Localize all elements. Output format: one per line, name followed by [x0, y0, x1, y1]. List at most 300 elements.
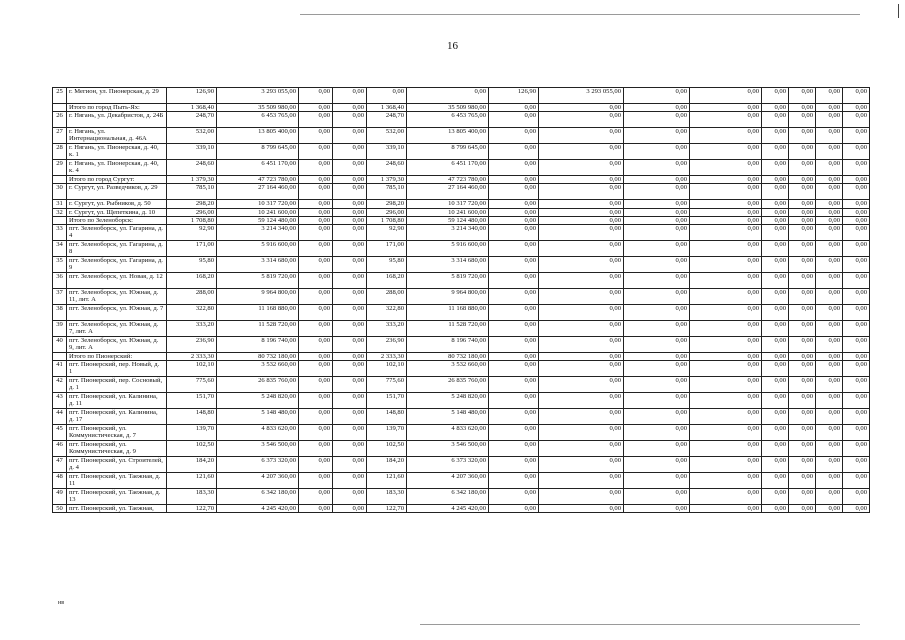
- value-cell: 0,00: [624, 144, 690, 160]
- value-cell: 35 509 980,00: [407, 104, 489, 112]
- value-cell: 0,00: [299, 337, 333, 353]
- value-cell: 0,00: [539, 104, 624, 112]
- value-cell: 0,00: [843, 473, 870, 489]
- value-cell: 0,00: [333, 88, 367, 104]
- value-cell: 27 164 460,00: [407, 184, 489, 200]
- value-cell: 148,80: [367, 409, 407, 425]
- value-cell: 3 532 660,00: [407, 361, 489, 377]
- value-cell: 11 528 720,00: [217, 321, 299, 337]
- subtotal-row: [53, 104, 870, 112]
- row-number-cell: 42: [53, 377, 67, 393]
- value-cell: 0,00: [539, 409, 624, 425]
- table-row: [53, 393, 870, 409]
- value-cell: 0,00: [539, 216, 624, 224]
- value-cell: 0,00: [789, 216, 816, 224]
- value-cell: 0,00: [407, 88, 489, 104]
- value-cell: 26 835 760,00: [407, 377, 489, 393]
- value-cell: 0,00: [299, 128, 333, 144]
- value-cell: 0,00: [762, 489, 789, 505]
- value-cell: 0,00: [816, 184, 843, 200]
- row-number-cell: 38: [53, 305, 67, 321]
- address-cell: г. Нягань, ул. Декабристов, д. 24Б: [67, 112, 167, 128]
- value-cell: 3 293 055,00: [217, 88, 299, 104]
- value-cell: 0,00: [789, 184, 816, 200]
- value-cell: 0,00: [333, 321, 367, 337]
- value-cell: 288,00: [167, 289, 217, 305]
- value-cell: 0,00: [299, 273, 333, 289]
- table-row: [53, 337, 870, 353]
- row-number-cell: 37: [53, 289, 67, 305]
- value-cell: 0,00: [762, 104, 789, 112]
- row-number-cell: 39: [53, 321, 67, 337]
- value-cell: 0,00: [539, 353, 624, 361]
- value-cell: 0,00: [489, 112, 539, 128]
- value-cell: 0,00: [489, 257, 539, 273]
- value-cell: 0,00: [624, 457, 690, 473]
- table-row: [53, 489, 870, 505]
- row-number-cell: 41: [53, 361, 67, 377]
- value-cell: 0,00: [762, 361, 789, 377]
- value-cell: 0,00: [690, 457, 762, 473]
- value-cell: 0,00: [762, 184, 789, 200]
- value-cell: 0,00: [489, 321, 539, 337]
- address-cell: г. Мегион, ул. Пионерская, д. 29: [67, 88, 167, 104]
- value-cell: 0,00: [816, 257, 843, 273]
- value-cell: 47 723 780,00: [407, 176, 489, 184]
- value-cell: 0,00: [690, 425, 762, 441]
- value-cell: 0,00: [489, 273, 539, 289]
- value-cell: 0,00: [789, 505, 816, 513]
- table-row: [53, 289, 870, 305]
- value-cell: 5 916 600,00: [407, 241, 489, 257]
- row-number-cell: 31: [53, 200, 67, 208]
- value-cell: 0,00: [299, 289, 333, 305]
- value-cell: 0,00: [690, 225, 762, 241]
- value-cell: 0,00: [539, 441, 624, 457]
- value-cell: 0,00: [299, 88, 333, 104]
- address-cell: пгт. Зеленоборск, ул. Гагарина, д. 4: [67, 225, 167, 241]
- value-cell: 0,00: [762, 393, 789, 409]
- value-cell: 0,00: [816, 273, 843, 289]
- value-cell: 0,00: [299, 208, 333, 216]
- value-cell: 3 314 680,00: [217, 257, 299, 273]
- value-cell: 339,10: [367, 144, 407, 160]
- value-cell: 0,00: [333, 409, 367, 425]
- row-number-cell: 47: [53, 457, 67, 473]
- value-cell: 0,00: [843, 393, 870, 409]
- value-cell: 0,00: [816, 241, 843, 257]
- value-cell: 59 124 480,00: [217, 216, 299, 224]
- value-cell: 0,00: [789, 176, 816, 184]
- value-cell: 322,80: [367, 305, 407, 321]
- value-cell: 0,00: [690, 128, 762, 144]
- value-cell: 0,00: [762, 112, 789, 128]
- value-cell: 0,00: [539, 425, 624, 441]
- value-cell: 0,00: [762, 160, 789, 176]
- value-cell: 0,00: [299, 200, 333, 208]
- value-cell: 9 964 800,00: [407, 289, 489, 305]
- value-cell: 121,60: [367, 473, 407, 489]
- value-cell: 126,90: [489, 88, 539, 104]
- value-cell: 0,00: [789, 377, 816, 393]
- subtotal-row: [53, 176, 870, 184]
- value-cell: 0,00: [299, 361, 333, 377]
- value-cell: 0,00: [539, 321, 624, 337]
- value-cell: 0,00: [843, 112, 870, 128]
- value-cell: 0,00: [690, 273, 762, 289]
- value-cell: 151,70: [167, 393, 217, 409]
- row-number-cell: 26: [53, 112, 67, 128]
- value-cell: 0,00: [539, 208, 624, 216]
- address-cell: пгт. Зеленоборск, ул. Новая, д. 12: [67, 273, 167, 289]
- value-cell: 0,00: [789, 457, 816, 473]
- value-cell: 5 148 480,00: [217, 409, 299, 425]
- value-cell: 0,00: [333, 216, 367, 224]
- value-cell: 0,00: [624, 321, 690, 337]
- value-cell: 236,90: [367, 337, 407, 353]
- value-cell: 5 248 820,00: [217, 393, 299, 409]
- value-cell: 0,00: [489, 393, 539, 409]
- value-cell: 0,00: [690, 216, 762, 224]
- table-row: [53, 241, 870, 257]
- value-cell: 2 333,30: [367, 353, 407, 361]
- address-cell: г. Нягань, ул. Пионерская, д. 40, к. 1: [67, 144, 167, 160]
- row-number-cell: 30: [53, 184, 67, 200]
- value-cell: 0,00: [299, 104, 333, 112]
- value-cell: 0,00: [299, 241, 333, 257]
- value-cell: 0,00: [489, 216, 539, 224]
- subtotal-row: [53, 353, 870, 361]
- table-row: [53, 257, 870, 273]
- value-cell: 0,00: [489, 489, 539, 505]
- value-cell: 333,20: [367, 321, 407, 337]
- value-cell: 4 207 360,00: [407, 473, 489, 489]
- value-cell: 0,00: [762, 225, 789, 241]
- value-cell: 0,00: [690, 393, 762, 409]
- address-cell: пгт. Зеленоборск, ул. Южная, д. 11, лит. А: [67, 289, 167, 305]
- value-cell: 0,00: [299, 505, 333, 513]
- value-cell: 5 819 720,00: [407, 273, 489, 289]
- value-cell: 0,00: [690, 104, 762, 112]
- value-cell: 0,00: [489, 305, 539, 321]
- value-cell: 121,60: [167, 473, 217, 489]
- value-cell: 0,00: [624, 160, 690, 176]
- value-cell: 0,00: [762, 505, 789, 513]
- value-cell: 0,00: [843, 425, 870, 441]
- value-cell: 148,80: [167, 409, 217, 425]
- value-cell: 0,00: [789, 425, 816, 441]
- row-number-cell: 46: [53, 441, 67, 457]
- value-cell: 0,00: [816, 88, 843, 104]
- value-cell: 532,00: [367, 128, 407, 144]
- value-cell: 6 451 170,00: [217, 160, 299, 176]
- value-cell: 0,00: [489, 128, 539, 144]
- value-cell: 0,00: [489, 144, 539, 160]
- value-cell: 0,00: [843, 273, 870, 289]
- value-cell: 95,80: [167, 257, 217, 273]
- row-number-cell: [53, 176, 67, 184]
- value-cell: 122,70: [367, 505, 407, 513]
- value-cell: 0,00: [816, 393, 843, 409]
- value-cell: 0,00: [690, 321, 762, 337]
- value-cell: 0,00: [762, 425, 789, 441]
- value-cell: 0,00: [489, 473, 539, 489]
- value-cell: 0,00: [333, 104, 367, 112]
- value-cell: 80 732 180,00: [217, 353, 299, 361]
- value-cell: 0,00: [299, 377, 333, 393]
- value-cell: 0,00: [816, 128, 843, 144]
- value-cell: 0,00: [690, 200, 762, 208]
- table-row: [53, 184, 870, 200]
- value-cell: 0,00: [843, 160, 870, 176]
- value-cell: 0,00: [539, 225, 624, 241]
- value-cell: 0,00: [539, 144, 624, 160]
- table-row: [53, 128, 870, 144]
- value-cell: 0,00: [762, 257, 789, 273]
- value-cell: 0,00: [624, 393, 690, 409]
- value-cell: 5 248 820,00: [407, 393, 489, 409]
- value-cell: 0,00: [816, 176, 843, 184]
- row-number-cell: 43: [53, 393, 67, 409]
- table-row: [53, 473, 870, 489]
- value-cell: 0,00: [843, 216, 870, 224]
- value-cell: 0,00: [299, 409, 333, 425]
- value-cell: 0,00: [299, 457, 333, 473]
- value-cell: 0,00: [299, 489, 333, 505]
- value-cell: 0,00: [843, 200, 870, 208]
- value-cell: 0,00: [539, 377, 624, 393]
- value-cell: 6 373 320,00: [217, 457, 299, 473]
- value-cell: 0,00: [333, 273, 367, 289]
- table-row: [53, 409, 870, 425]
- value-cell: 0,00: [333, 361, 367, 377]
- value-cell: 0,00: [816, 305, 843, 321]
- scan-corner-mark: [898, 4, 899, 18]
- value-cell: 0,00: [299, 112, 333, 128]
- row-number-cell: 45: [53, 425, 67, 441]
- value-cell: 0,00: [539, 257, 624, 273]
- table-row: [53, 425, 870, 441]
- value-cell: 0,00: [843, 441, 870, 457]
- value-cell: 298,20: [367, 200, 407, 208]
- value-cell: 0,00: [489, 361, 539, 377]
- value-cell: 0,00: [789, 241, 816, 257]
- value-cell: 0,00: [539, 361, 624, 377]
- address-cell: пгт. Пионерский, ул. Таежная, д. 11: [67, 473, 167, 489]
- value-cell: 0,00: [762, 144, 789, 160]
- row-number-cell: 28: [53, 144, 67, 160]
- value-cell: 0,00: [789, 305, 816, 321]
- address-cell: пгт. Пионерский, ул. Калинина, д. 17: [67, 409, 167, 425]
- value-cell: 0,00: [789, 321, 816, 337]
- value-cell: 0,00: [816, 409, 843, 425]
- value-cell: 0,00: [762, 305, 789, 321]
- value-cell: 168,20: [367, 273, 407, 289]
- value-cell: 0,00: [816, 225, 843, 241]
- value-cell: 0,00: [489, 176, 539, 184]
- value-cell: 333,20: [167, 321, 217, 337]
- value-cell: 0,00: [624, 128, 690, 144]
- value-cell: 775,60: [367, 377, 407, 393]
- value-cell: 0,00: [624, 176, 690, 184]
- row-number-cell: 36: [53, 273, 67, 289]
- value-cell: 5 916 600,00: [217, 241, 299, 257]
- value-cell: 1 708,80: [367, 216, 407, 224]
- value-cell: 0,00: [843, 88, 870, 104]
- value-cell: 296,00: [167, 208, 217, 216]
- value-cell: 0,00: [816, 160, 843, 176]
- value-cell: 13 805 400,00: [407, 128, 489, 144]
- value-cell: 0,00: [762, 273, 789, 289]
- row-number-cell: 40: [53, 337, 67, 353]
- value-cell: 171,00: [367, 241, 407, 257]
- value-cell: 0,00: [762, 321, 789, 337]
- value-cell: 0,00: [762, 441, 789, 457]
- value-cell: 0,00: [762, 289, 789, 305]
- value-cell: 0,00: [489, 337, 539, 353]
- value-cell: 3 546 500,00: [217, 441, 299, 457]
- value-cell: 0,00: [762, 473, 789, 489]
- value-cell: 0,00: [489, 241, 539, 257]
- value-cell: 0,00: [539, 289, 624, 305]
- value-cell: 183,30: [167, 489, 217, 505]
- value-cell: 0,00: [762, 337, 789, 353]
- value-cell: 6 453 765,00: [217, 112, 299, 128]
- row-number-cell: [53, 104, 67, 112]
- value-cell: 0,00: [333, 176, 367, 184]
- value-cell: 0,00: [333, 441, 367, 457]
- value-cell: 0,00: [333, 200, 367, 208]
- value-cell: 8 799 645,00: [407, 144, 489, 160]
- value-cell: 0,00: [299, 473, 333, 489]
- address-cell: пгт. Пионерский, ул. Калинина, д. 11: [67, 393, 167, 409]
- value-cell: 8 196 740,00: [217, 337, 299, 353]
- value-cell: 3 214 340,00: [217, 225, 299, 241]
- value-cell: 0,00: [843, 241, 870, 257]
- value-cell: 0,00: [690, 473, 762, 489]
- value-cell: 0,00: [489, 200, 539, 208]
- value-cell: 92,90: [367, 225, 407, 241]
- scan-artifact-line: [420, 624, 860, 625]
- value-cell: 0,00: [489, 289, 539, 305]
- value-cell: 0,00: [789, 441, 816, 457]
- address-cell: пгт. Пионерский, ул. Коммунистическая, д. 7: [67, 425, 167, 441]
- value-cell: 122,70: [167, 505, 217, 513]
- address-cell: пгт. Пионерский, ул. Таежная,: [67, 505, 167, 513]
- value-cell: 0,00: [539, 473, 624, 489]
- value-cell: 0,00: [789, 208, 816, 216]
- value-cell: 102,10: [367, 361, 407, 377]
- value-cell: 0,00: [539, 128, 624, 144]
- value-cell: 0,00: [690, 305, 762, 321]
- subtotal-label-cell: Итого по Зеленоборск:: [67, 216, 167, 224]
- value-cell: 248,60: [367, 160, 407, 176]
- value-cell: 0,00: [762, 457, 789, 473]
- address-cell: г. Сургут, ул. Разведчиков, д. 29: [67, 184, 167, 200]
- value-cell: 0,00: [762, 208, 789, 216]
- value-cell: 0,00: [299, 393, 333, 409]
- value-cell: 0,00: [539, 176, 624, 184]
- value-cell: 0,00: [333, 457, 367, 473]
- value-cell: 0,00: [624, 505, 690, 513]
- value-cell: 0,00: [489, 104, 539, 112]
- row-number-cell: [53, 353, 67, 361]
- value-cell: 0,00: [624, 289, 690, 305]
- value-cell: 0,00: [333, 184, 367, 200]
- value-cell: 0,00: [539, 489, 624, 505]
- value-cell: 10 241 600,00: [217, 208, 299, 216]
- value-cell: 0,00: [539, 200, 624, 208]
- value-cell: 0,00: [843, 457, 870, 473]
- value-cell: 0,00: [624, 305, 690, 321]
- value-cell: 0,00: [333, 337, 367, 353]
- row-number-cell: 48: [53, 473, 67, 489]
- value-cell: 4 245 420,00: [407, 505, 489, 513]
- value-cell: 0,00: [489, 457, 539, 473]
- value-cell: 0,00: [539, 337, 624, 353]
- value-cell: 0,00: [690, 489, 762, 505]
- value-cell: 0,00: [816, 457, 843, 473]
- value-cell: 0,00: [333, 112, 367, 128]
- value-cell: 0,00: [816, 441, 843, 457]
- value-cell: 0,00: [816, 289, 843, 305]
- value-cell: 0,00: [690, 208, 762, 216]
- value-cell: 785,10: [367, 184, 407, 200]
- table-row: [53, 321, 870, 337]
- value-cell: 0,00: [843, 361, 870, 377]
- value-cell: 0,00: [333, 353, 367, 361]
- table-row: [53, 377, 870, 393]
- value-cell: 0,00: [843, 176, 870, 184]
- table-row: [53, 208, 870, 216]
- table-row: [53, 144, 870, 160]
- value-cell: 0,00: [333, 393, 367, 409]
- value-cell: 0,00: [333, 144, 367, 160]
- value-cell: 0,00: [843, 104, 870, 112]
- value-cell: 0,00: [789, 393, 816, 409]
- value-cell: 3 532 660,00: [217, 361, 299, 377]
- table-row: [53, 200, 870, 208]
- address-cell: пгт. Зеленоборск, ул. Гагарина, д. 9: [67, 257, 167, 273]
- address-cell: пгт. Пионерский, пер. Новый, д. 1: [67, 361, 167, 377]
- value-cell: 3 293 055,00: [539, 88, 624, 104]
- table-row: [53, 505, 870, 513]
- value-cell: 0,00: [624, 225, 690, 241]
- value-cell: 0,00: [816, 337, 843, 353]
- value-cell: 0,00: [789, 273, 816, 289]
- value-cell: 0,00: [816, 112, 843, 128]
- value-cell: 0,00: [690, 361, 762, 377]
- value-cell: 0,00: [816, 361, 843, 377]
- value-cell: 0,00: [333, 505, 367, 513]
- value-cell: 0,00: [789, 489, 816, 505]
- value-cell: 0,00: [539, 457, 624, 473]
- value-cell: 0,00: [489, 377, 539, 393]
- value-cell: 10 317 720,00: [407, 200, 489, 208]
- value-cell: 0,00: [624, 361, 690, 377]
- value-cell: 0,00: [690, 257, 762, 273]
- row-number-cell: [53, 216, 67, 224]
- value-cell: 0,00: [624, 425, 690, 441]
- value-cell: 0,00: [489, 409, 539, 425]
- value-cell: 0,00: [816, 216, 843, 224]
- value-cell: 0,00: [333, 225, 367, 241]
- value-cell: 8 799 645,00: [217, 144, 299, 160]
- value-cell: 0,00: [539, 393, 624, 409]
- value-cell: 0,00: [762, 216, 789, 224]
- value-cell: 785,10: [167, 184, 217, 200]
- value-cell: 0,00: [816, 208, 843, 216]
